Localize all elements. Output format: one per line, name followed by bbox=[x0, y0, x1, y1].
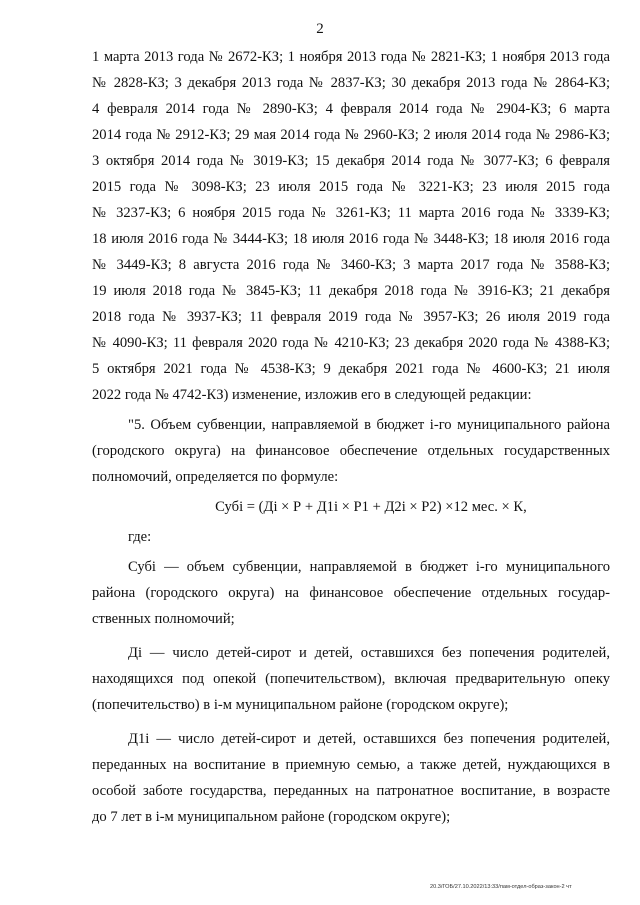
text-line: "5. Объем субвенции, направляемой в бюджет i-го муниципального района bbox=[128, 417, 610, 433]
text-line: 3 октября 2014 года № 3019-КЗ; 15 декабря 2014 года № 3077-КЗ; 6 февраля bbox=[92, 153, 610, 169]
text-line: переданных на воспитание в приемную семью, а также детей, нуждающихся в bbox=[92, 757, 610, 773]
text-line: района (городского округа) на финансовое обеспечение отдельных государ- bbox=[92, 585, 610, 601]
text-line: (городского округа) на финансовое обеспечение отдельных государственных bbox=[92, 443, 610, 459]
text-line: 2018 года № 3937-КЗ; 11 февраля 2019 года № 3957-КЗ; 26 июля 2019 года bbox=[92, 309, 610, 325]
text-line: особой заботе государства, переданных на патронатное воспитание, в возрасте bbox=[92, 783, 610, 799]
text-line: 5 октября 2021 года № 4538-КЗ; 9 декабря 2021 года № 4600-КЗ; 21 июля bbox=[92, 361, 610, 377]
text-line: № 3237-КЗ; 6 ноября 2015 года № 3261-КЗ; 11 марта 2016 года № 3339-КЗ; bbox=[92, 205, 610, 221]
text-line: № 4090-КЗ; 11 февраля 2020 года № 4210-КЗ; 23 декабря 2020 года № 4388-КЗ; bbox=[92, 335, 610, 351]
text-line: Дi — число детей-сирот и детей, оставшихся без попечения родителей, bbox=[128, 645, 610, 661]
text-line: ственных полномочий; bbox=[92, 611, 235, 627]
text-line: 19 июля 2018 года № 3845-КЗ; 11 декабря 2018 года № 3916-КЗ; 21 декабря bbox=[92, 283, 610, 299]
text-line: 18 июля 2016 года № 3444-КЗ; 18 июля 2016 года № 3448-КЗ; 18 июля 2016 года bbox=[92, 231, 610, 247]
formula: Субi = (Дi × Р + Д1i × Р1 + Д2i × Р2) ×12 мес. × К, bbox=[215, 499, 527, 515]
text-line: (попечительство) в i-м муниципальном районе (городском округе); bbox=[92, 697, 509, 713]
text-line: 2022 года № 4742-КЗ) изменение, изложив его в следующей редакции: bbox=[92, 387, 532, 403]
text-line: 4 февраля 2014 года № 2890-КЗ; 4 февраля 2014 года № 2904-КЗ; 6 марта bbox=[92, 101, 610, 117]
text-line: 2015 года № 3098-КЗ; 23 июля 2015 года № 3221-КЗ; 23 июля 2015 года bbox=[92, 179, 610, 195]
text-line: находящихся под опекой (попечительством), включая предварительную опеку bbox=[92, 671, 610, 687]
footer-stamp: 20.3/ГОБ/27.10.2022/13:33/пам-отдел-образ-закон-2 чт bbox=[430, 884, 572, 890]
page-number: 2 bbox=[316, 21, 324, 37]
document-body bbox=[92, 44, 610, 830]
text-line: 1 марта 2013 года № 2672-КЗ; 1 ноября 2013 года № 2821-КЗ; 1 ноября 2013 года bbox=[92, 49, 610, 65]
text-line: где: bbox=[128, 529, 152, 545]
text-line: 2014 года № 2912-КЗ; 29 мая 2014 года № 2960-КЗ; 2 июля 2014 года № 2986-КЗ; bbox=[92, 127, 610, 143]
text-line: Субi — объем субвенции, направляемой в бюджет i-го муниципального bbox=[128, 559, 610, 575]
text-line: № 3449-КЗ; 8 августа 2016 года № 3460-КЗ; 3 марта 2017 года № 3588-КЗ; bbox=[92, 257, 610, 273]
text-line: Д1i — число детей-сирот и детей, оставшихся без попечения родителей, bbox=[128, 731, 610, 747]
text-line: до 7 лет в i-м муниципальном районе (городском округе); bbox=[92, 809, 451, 825]
text-line: полномочий, определяется по формуле: bbox=[92, 469, 339, 485]
text-line: № 2828-КЗ; 3 декабря 2013 года № 2837-КЗ; 30 декабря 2013 года № 2864-КЗ; bbox=[92, 75, 610, 91]
